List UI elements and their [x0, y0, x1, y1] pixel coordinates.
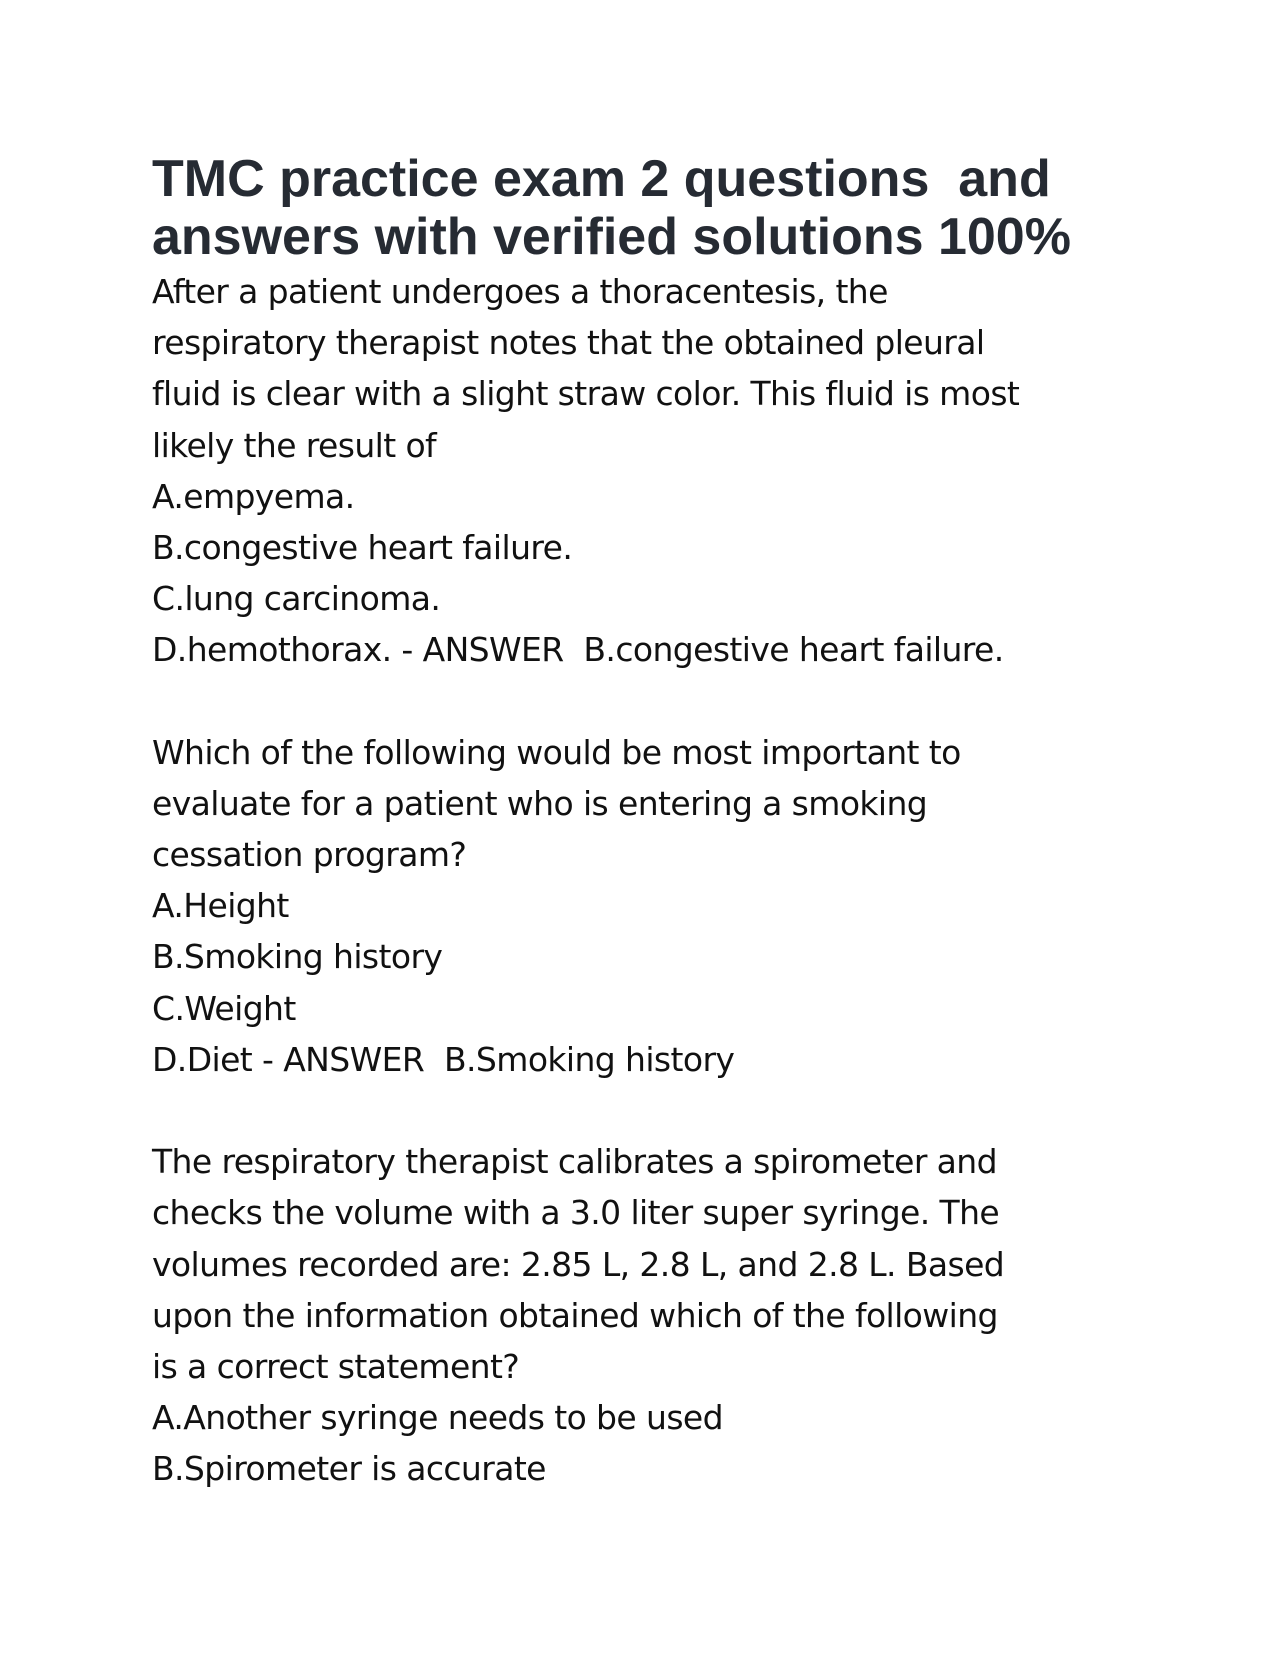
question-2-option-c: C.Weight [152, 988, 296, 1028]
question-3-stem-line-4: upon the information obtained which of the following [152, 1295, 998, 1335]
title-line-1: TMC practice exam 2 questions and [152, 150, 1051, 208]
question-2-stem-line-2: evaluate for a patient who is entering a smoking [152, 783, 928, 823]
question-3-stem-line-1: The respiratory therapist calibrates a spirometer and [152, 1142, 997, 1182]
question-1-option-c: C.lung carcinoma. [152, 579, 441, 619]
question-1-option-b: B.congestive heart failure. [152, 527, 573, 567]
question-spacer [152, 676, 1202, 727]
question-2-option-d-answer: D.Diet - ANSWER B.Smoking history [152, 1039, 735, 1079]
question-2-option-a: A.Height [152, 886, 289, 926]
question-3-stem-line-5: is a correct statement? [152, 1346, 520, 1386]
question-1-stem-line-1: After a patient undergoes a thoracentesis, the [152, 272, 888, 311]
question-2-stem-line-1: Which of the following would be most important to [152, 732, 961, 772]
question-1-stem-line-2: respiratory therapist notes that the obtained pleural [152, 323, 985, 363]
question-2-stem-line-3: cessation program? [152, 835, 467, 875]
question-3-option-a: A.Another syringe needs to be used [152, 1398, 723, 1438]
question-1-stem-line-4: likely the result of [152, 425, 437, 465]
question-3-stem-line-2: checks the volume with a 3.0 liter super syringe. The [152, 1193, 1000, 1233]
question-3-stem-line-3: volumes recorded are: 2.85 L, 2.8 L, and 2.8 L. Based [152, 1244, 1005, 1284]
question-1-option-d-answer: D.hemothorax. - ANSWER B.congestive heart failure. [152, 630, 1004, 670]
question-3-option-b: B.Spirometer is accurate [152, 1449, 546, 1489]
document-title [152, 150, 1152, 266]
question-list [152, 266, 1202, 1495]
question-1 [152, 266, 1202, 676]
question-2-option-b: B.Smoking history [152, 937, 443, 977]
question-1-stem-line-3: fluid is clear with a slight straw color. This fluid is most [152, 374, 1020, 414]
question-3 [152, 1136, 1202, 1494]
title-line-2: answers with verified solutions 100% [152, 208, 1071, 266]
question-1-option-a: A.empyema. [152, 476, 355, 516]
question-spacer [152, 1085, 1202, 1136]
question-2 [152, 727, 1202, 1085]
